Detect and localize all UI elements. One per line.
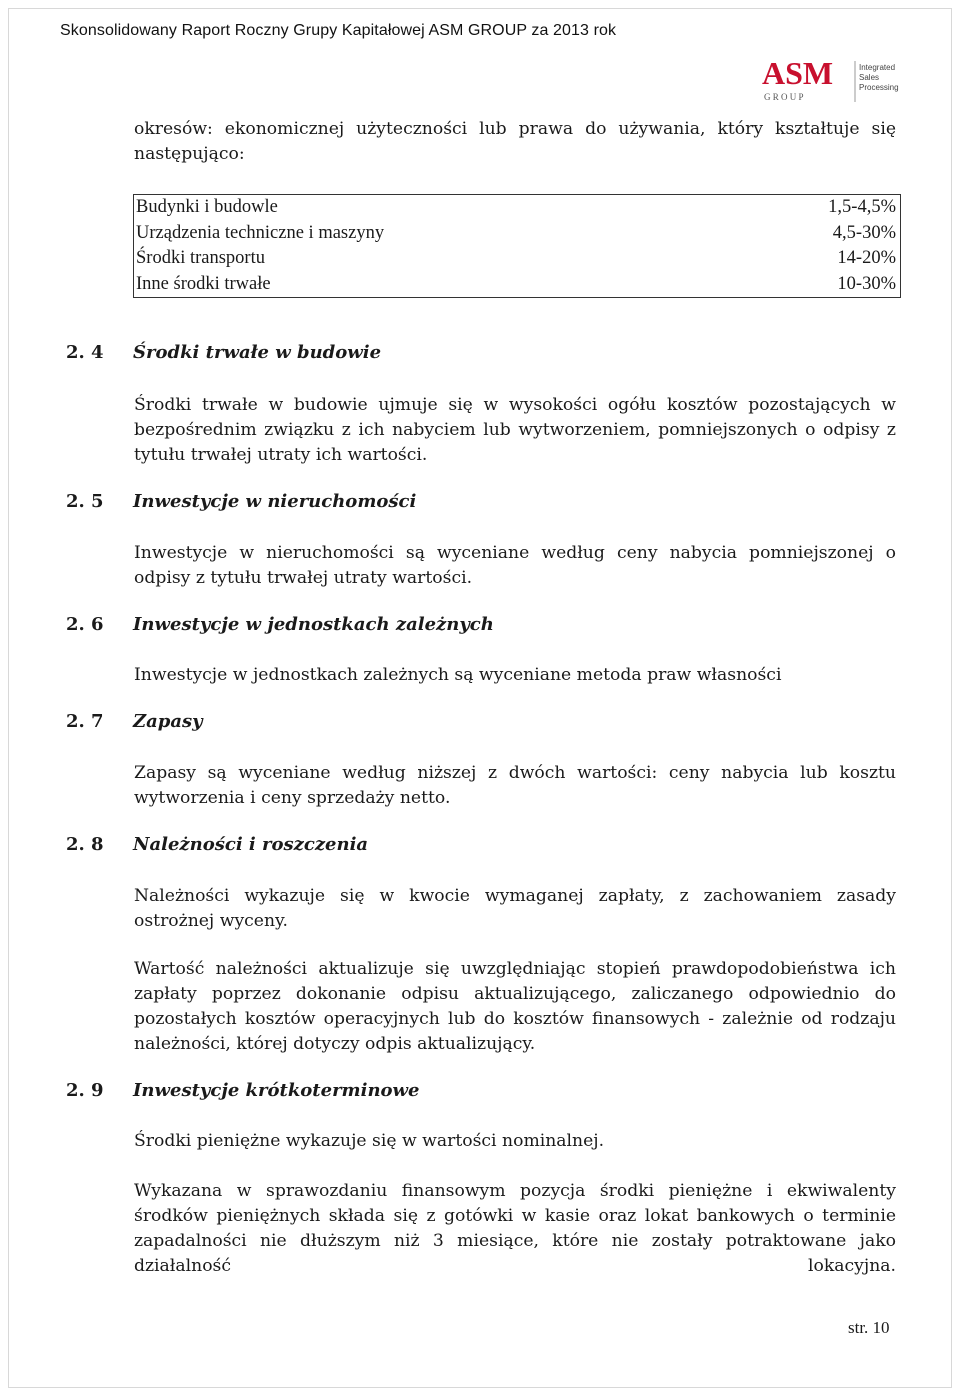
section-heading-2-5 bbox=[66, 491, 416, 512]
section-number: 2. 8 bbox=[66, 834, 104, 855]
rate-value: 14-20% bbox=[837, 248, 896, 268]
page-number: str. 10 bbox=[848, 1318, 890, 1337]
section-number: 2. 4 bbox=[66, 342, 104, 363]
rate-label: Urządzenia techniczne i maszyny bbox=[136, 222, 385, 243]
section-paragraph: Wykazana w sprawozdaniu finansowym pozycja środki pieniężne i ekwiwalenty środków pieniężnych składa się z gotówki w kasie oraz lokat bankowych o terminie zapadalności nie dłuższym niż 3 miesiące, które nie zostały potraktowane jako działalność lokacyjna. bbox=[134, 1181, 896, 1276]
section-title: Inwestycje w nieruchomości bbox=[133, 491, 417, 512]
section-title: Inwestycje w jednostkach zależnych bbox=[133, 614, 494, 635]
asm-group-logo bbox=[760, 58, 905, 104]
intro-block bbox=[134, 117, 896, 167]
section-heading-2-7 bbox=[66, 711, 203, 732]
logo-tag-1: Integrated bbox=[859, 63, 896, 72]
section-heading-2-8 bbox=[66, 834, 368, 855]
section-heading-2-4 bbox=[66, 342, 381, 363]
section-number: 2. 6 bbox=[66, 614, 104, 635]
intro-text: okresów: ekonomicznej użyteczności lub prawa do używania, który kształtuje się następująco: bbox=[134, 119, 896, 164]
section-body-2-9-b bbox=[134, 1179, 896, 1279]
section-paragraph: Środki trwałe w budowie ujmuje się w wysokości ogółu kosztów pozostających w bezpośrednim związku z ich nabyciem lub wytworzeniem, pomniejszonych o odpisy z tytułu trwałej utraty ich wartości. bbox=[134, 395, 896, 465]
section-title: Środki trwałe w budowie bbox=[133, 342, 382, 363]
section-number: 2. 9 bbox=[66, 1080, 104, 1101]
rate-value: 10-30% bbox=[837, 273, 896, 294]
rate-row bbox=[134, 221, 900, 247]
section-body-2-4 bbox=[134, 393, 896, 468]
section-number: 2. 5 bbox=[66, 491, 104, 512]
section-paragraph: Wartość należności aktualizuje się uwzględniając stopień prawdopodobieństwa ich zapłaty poprzez dokonanie odpisu aktualizującego, zaliczanego odpowiednio do pozostałych kosztów operacyjnych lub do kosztów finansowych - zależnie od rodzaju należności, której dotyczy odpis aktualizujący. bbox=[134, 959, 896, 1054]
section-body-2-8-a bbox=[134, 884, 896, 934]
depreciation-rates-table bbox=[133, 194, 901, 298]
rate-label: Środki transportu bbox=[136, 248, 265, 268]
section-title: Inwestycje krótkoterminowe bbox=[133, 1080, 420, 1101]
section-paragraph: Zapasy są wyceniane według niższej z dwóch wartości: ceny nabycia lub kosztu wytworzenia i ceny sprzedaży netto. bbox=[134, 763, 896, 808]
logo-tag-3: Processing bbox=[859, 83, 899, 92]
section-body-2-6 bbox=[134, 663, 896, 688]
section-body-2-8-b bbox=[134, 957, 896, 1057]
section-paragraph: Należności wykazuje się w kwocie wymaganej zapłaty, z zachowaniem zasady ostrożnej wyceny. bbox=[134, 886, 896, 931]
rate-row bbox=[134, 272, 900, 298]
logo-tag-2: Sales bbox=[859, 73, 880, 82]
logo-sub: G R O U P bbox=[764, 92, 804, 102]
rate-label: Inne środki trwałe bbox=[136, 273, 271, 294]
section-heading-2-6 bbox=[66, 614, 494, 635]
section-body-2-7 bbox=[134, 761, 896, 811]
section-paragraph: Inwestycje w nieruchomości są wyceniane według ceny nabycia pomniejszonej o odpisy z tytułu trwałej utraty wartości. bbox=[134, 543, 896, 588]
section-paragraph: Środki pieniężne wykazuje się w wartości nominalnej. bbox=[134, 1131, 605, 1151]
section-title: Zapasy bbox=[133, 711, 203, 732]
report-header-title: Skonsolidowany Raport Roczny Grupy Kapitałowej ASM GROUP za 2013 rok bbox=[60, 22, 617, 39]
rate-value: 4,5-30% bbox=[832, 222, 896, 243]
section-body-2-9-a bbox=[134, 1129, 896, 1154]
section-number: 2. 7 bbox=[66, 711, 104, 732]
rate-label: Budynki i budowle bbox=[136, 197, 278, 217]
rate-row bbox=[134, 195, 900, 221]
rate-value: 1,5-4,5% bbox=[828, 197, 896, 217]
section-title: Należności i roszczenia bbox=[133, 834, 369, 855]
section-paragraph: Inwestycje w jednostkach zależnych są wyceniane metoda praw własności bbox=[134, 665, 782, 685]
logo-brand: ASM bbox=[762, 58, 834, 91]
section-body-2-5 bbox=[134, 541, 896, 591]
rate-row bbox=[134, 246, 900, 272]
section-heading-2-9 bbox=[66, 1080, 419, 1101]
